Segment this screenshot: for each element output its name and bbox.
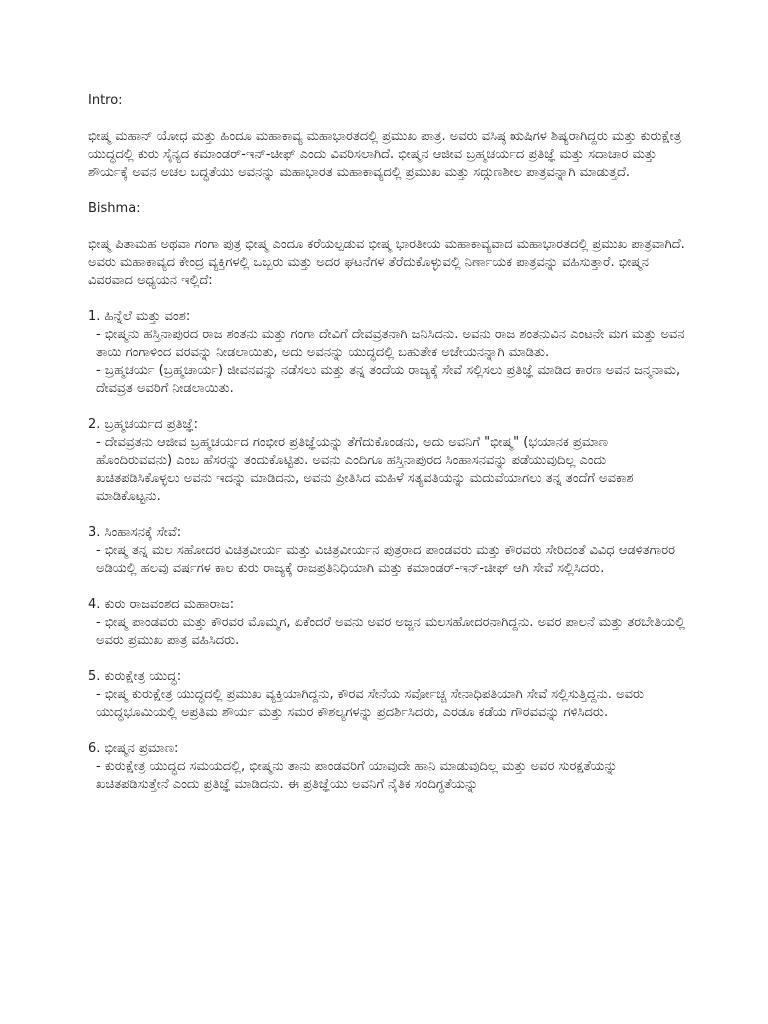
intro-paragraph: ಭೀಷ್ಮ ಮಹಾನ್ ಯೋಧ ಮತ್ತು ಹಿಂದೂ ಮಹಾಕಾವ್ಯ ಮಹಾಭಾರತದಲ್ಲಿ ಪ್ರಮುಖ ಪಾತ್ರ. ಅವರು ವಸಿಷ್ಠ ಋಷಿಗಳ ಶಿಷ್ಯರಾಗಿದ್ದರು ಮತ್ತು ಕುರುಕ್ಷೇತ್ರ ಯುದ್ಧದಲ್ಲಿ ಕುರು ಸೈನ್ಯದ ಕಮಾಂಡರ್-ಇನ್-ಚೀಫ್ ಎಂದು ವಿವರಿಸಲಾಗಿದೆ. ಭೀಷ್ಮನ ಆಜೀವ ಬ್ರಹ್ಮಚರ್ಯದ ಪ್ರತಿಜ್ಞೆ ಮತ್ತು ಸದಾಚಾರ ಮತ್ತು ಶೌರ್ಯಕ್ಕೆ ಅವನ ಅಚಲ ಬದ್ಧತೆಯು ಅವನನ್ನು ಮಹಾಭಾರತ ಮಹಾಕಾವ್ಯದಲ್ಲಿ ಪ್ರಮುಖ ಮತ್ತು ಸದ್ಗುಣಶೀಲ ಪಾತ್ರವನ್ನಾಗಿ ಮಾಡುತ್ತದೆ. [88,129,686,180]
section-kurukshetra-war [88,668,688,722]
section-bullet: - ಭೀಷ್ಮ ಪಾಂಡವರು ಮತ್ತು ಕೌರವರ ಮೊಮ್ಮಗ, ಏಕೆಂದರೆ ಅವನು ಅವರ ಅಜ್ಜನ ಮಲಸಹೋದರನಾಗಿದ್ದನು. ಅವರ ಪಾಲನೆ ಮತ್ತು ತರಬೇತಿಯಲ್ಲಿ ಅವರು ಪ್ರಮುಖ ಪಾತ್ರ ವಹಿಸಿದರು. [96,615,690,648]
section-bullet: - ಕುರುಕ್ಷೇತ್ರ ಯುದ್ಧದ ಸಮಯದಲ್ಲಿ, ಭೀಷ್ಮನು ತಾನು ಪಾಂಡವರಿಗೆ ಯಾವುದೇ ಹಾನಿ ಮಾಡುವುದಿಲ್ಲ ಮತ್ತು ಅವರ ಸುರಕ್ಷತೆಯನ್ನು ಖಚಿತಪಡಿಸುತ್ತೇನೆ ಎಂದು ಪ್ರತಿಜ್ಞೆ ಮಾಡಿದನು. ಈ ಪ್ರತಿಜ್ಞೆಯು ಅವನಿಗೆ ನೈತಿಕ ಸಂದಿಗ್ಧತೆಯನ್ನು [96,759,622,792]
section-vow [88,416,688,506]
bishma-heading: Bishma: [88,201,141,216]
section-title: 1. ಹಿನ್ನೆಲೆ ಮತ್ತು ವಂಶ: [88,309,191,324]
section-bullet: - ಭೀಷ್ಮ ತನ್ನ ಮಲ ಸಹೋದರ ವಿಚಿತ್ರವೀರ್ಯ ಮತ್ತು ವಿಚಿತ್ರವೀರ್ಯನ ಪುತ್ರರಾದ ಪಾಂಡವರು ಮತ್ತು ಕೌರವರು ಸೇರಿದಂತೆ ವಿವಿಧ ಆಡಳಿತಗಾರರ ಅಡಿಯಲ್ಲಿ ಹಲವು ವರ್ಷಗಳ ಕಾಲ ಕುರು ರಾಜ್ಯಕ್ಕೆ ರಾಜಪ್ರತಿನಿಧಿಯಾಗಿ ಮತ್ತು ಕಮಾಂಡರ್-ಇನ್-ಚೀಫ್ ಆಗಿ ಸೇವೆ ಸಲ್ಲಿಸಿದರು. [96,543,680,576]
section-kuru-dynasty [88,596,688,650]
section-bullet: - ಭೀಷ್ಮ ಕುರುಕ್ಷೇತ್ರ ಯುದ್ಧದಲ್ಲಿ ಪ್ರಮುಖ ವ್ಯಕ್ತಿಯಾಗಿದ್ದನು, ಕೌರವ ಸೇನೆಯ ಸರ್ವೋಚ್ಚ ಸೇನಾಧಿಪತಿಯಾಗಿ ಸೇವೆ ಸಲ್ಲಿಸುತ್ತಿದ್ದನು. ಅವರು ಯುದ್ಧಭೂಮಿಯಲ್ಲಿ ಅಪ್ರತಿಮ ಶೌರ್ಯ ಮತ್ತು ಸಮರ ಕೌಶಲ್ಯಗಳನ್ನು ಪ್ರದರ್ಶಿಸಿದರು, ಎರಡೂ ಕಡೆಯ ಗೌರವವನ್ನು ಗಳಿಸಿದರು. [96,687,649,720]
bishma-paragraph: ಭೀಷ್ಮ ಪಿತಾಮಹ ಅಥವಾ ಗಂಗಾ ಪುತ್ರ ಭೀಷ್ಮ ಎಂದೂ ಕರೆಯಲ್ಪಡುವ ಭೀಷ್ಮ ಭಾರತೀಯ ಮಹಾಕಾವ್ಯವಾದ ಮಹಾಭಾರತದಲ್ಲಿ ಪ್ರಮುಖ ಪಾತ್ರವಾಗಿದೆ. ಅವರು ಮಹಾಕಾವ್ಯದ ಕೇಂದ್ರ ವ್ಯಕ್ತಿಗಳಲ್ಲಿ ಒಬ್ಬರು ಮತ್ತು ಅದರ ಘಟನೆಗಳ ತೆರೆದುಕೊಳ್ಳುವಲ್ಲಿ ನಿರ್ಣಾಯಕ ಪಾತ್ರವನ್ನು ವಹಿಸುತ್ತಾರೆ. ಭೀಷ್ಮನ ವಿವರವಾದ ಅಧ್ಯಯನ ಇಲ್ಲಿದೆ: [88,237,689,288]
section-service-to-throne [88,524,688,578]
section-bhishma-oath [88,740,688,794]
section-bullet: - ಬ್ರಹ್ಮಚರ್ಯ (ಬ್ರಹ್ಮಚಾರ್ಯ) ಜೀವನವನ್ನು ನಡೆಸಲು ಮತ್ತು ತನ್ನ ತಂದೆಯ ರಾಜ್ಯಕ್ಕೆ ಸೇವೆ ಸಲ್ಲಿಸಲು ಪ್ರತಿಜ್ಞೆ ಮಾಡಿದ ಕಾರಣ ಅವನ ಜನ್ಮನಾಮ, ದೇವವ್ರತ ಅವರಿಗೆ ನೀಡಲಾಯಿತು. [96,363,685,396]
section-bullet: - ಭೀಷ್ಮನು ಹಸ್ತಿನಾಪುರದ ರಾಜ ಶಂತನು ಮತ್ತು ಗಂಗಾ ದೇವಿಗೆ ದೇವವ್ರತನಾಗಿ ಜನಿಸಿದನು. ಅವನು ರಾಜ ಶಂತನುವಿನ ಎಂಟನೇ ಮಗ ಮತ್ತು ಅವನ ತಾಯಿ ಗಂಗಾಳಿಂದ ವರವನ್ನು ನೀಡಲಾಯಿತು, ಅದು ಅವನನ್ನು ಯುದ್ಧದಲ್ಲಿ ಬಹುತೇಕ ಅಜೇಯನನ್ನಾಗಿ ಮಾಡಿತು. [96,327,689,360]
section-title: 4. ಕುರು ರಾಜವಂಶದ ಮಹಾರಾಜ: [88,597,235,612]
intro-heading: Intro: [88,93,123,108]
section-bullet: - ದೇವವ್ರತನು ಆಜೀವ ಬ್ರಹ್ಮಚರ್ಯದ ಗಂಭೀರ ಪ್ರತಿಜ್ಞೆಯನ್ನು ತೆಗೆದುಕೊಂಡನು, ಅದು ಅವನಿಗೆ "ಭೀಷ್ಮ" (ಭಯಾನಕ ಪ್ರಮಾಣ ಹೊಂದಿರುವವನು) ಎಂಬ ಹೆಸರನ್ನು ತಂದುಕೊಟ್ಟಿತು. ಅವನು ಎಂದಿಗೂ ಹಸ್ತಿನಾಪುರದ ಸಿಂಹಾಸನವನ್ನು ಪಡೆಯುವುದಿಲ್ಲ ಎಂದು ಖಚಿತಪಡಿಸಿಕೊಳ್ಳಲು ಅವನು ಇದನ್ನು ಮಾಡಿದನು, ಅವನು ಪ್ರೀತಿಸಿದ ಮಹಿಳೆ ಸತ್ಯವತಿಯನ್ನು ಮದುವೆಯಾಗಲು ತನ್ನ ತಂದೆಗೆ ಅವಕಾಶ ಮಾಡಿಕೊಟ್ಟನು. [96,435,638,504]
document-body [88,92,688,812]
section-background [88,308,688,398]
section-title: 3. ಸಿಂಹಾಸನಕ್ಕೆ ಸೇವೆ: [88,525,182,540]
section-title: 6. ಭೀಷ್ಮನ ಪ್ರಮಾಣ: [88,741,179,756]
section-title: 5. ಕುರುಕ್ಷೇತ್ರ ಯುದ್ಧ: [88,669,182,684]
section-title: 2. ಬ್ರಹ್ಮಚರ್ಯದ ಪ್ರತಿಜ್ಞೆ: [88,417,198,432]
